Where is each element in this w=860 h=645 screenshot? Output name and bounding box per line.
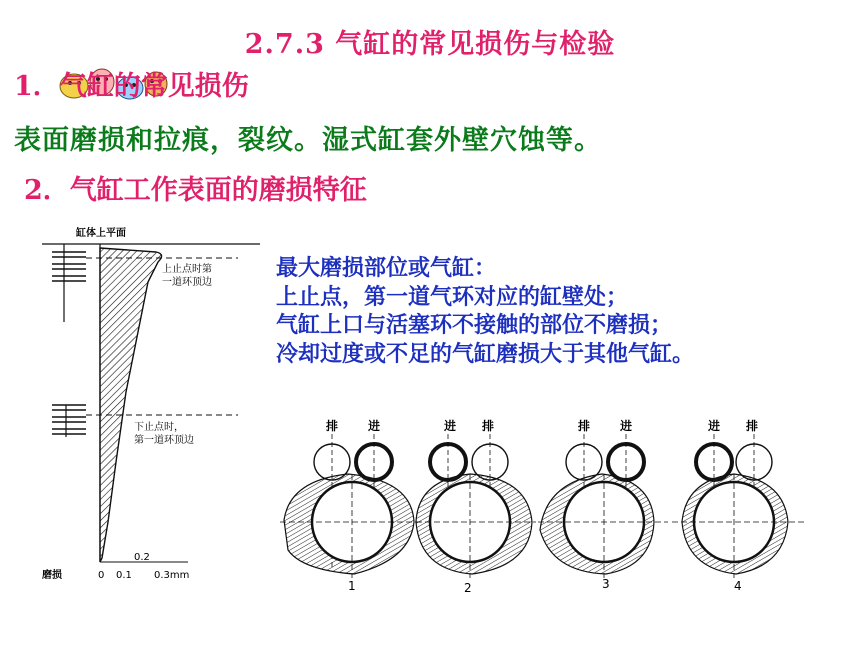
cylinder-2 [416, 418, 536, 595]
cylinder-3 [538, 418, 668, 591]
cyl3-valve-right-label: 进 [620, 419, 633, 433]
tick-0: 0 [98, 570, 105, 581]
cyl4-number: 4 [734, 579, 742, 593]
wear-notes [276, 254, 694, 368]
cyl2-number: 2 [464, 581, 472, 595]
cyl3-valve-left-label: 排 [578, 419, 591, 433]
note-line-4: 冷却过度或不足的气缸磨损大于其他气缸。 [276, 340, 695, 367]
bdc-label-line2: 第一道环顶边 [134, 435, 194, 446]
section2-heading: 2．气缸工作表面的磨损特征 [24, 175, 367, 206]
tdc-label-line1: 上止点时第 [162, 264, 212, 275]
slide-title: 2.7.3 气缸的常见损伤与检验 [244, 29, 616, 60]
wear-profile-area [100, 248, 162, 562]
tdc-label-line2: 一道环顶边 [162, 277, 212, 288]
cylinder-1 [280, 418, 424, 593]
cyl1-number: 1 [348, 579, 356, 593]
note-line-2: 上止点，第一道气环对应的缸壁处； [276, 283, 629, 310]
bdc-label-line1: 下止点时， [134, 422, 184, 433]
note-line-1: 最大磨损部位或气缸： [276, 255, 497, 281]
cylinder-4 [672, 418, 806, 593]
cyl1-valve-left-label: 排 [326, 419, 339, 433]
cylinder-top-label: 缸体上平面 [76, 228, 126, 239]
cyl2-valve-right-label: 排 [482, 419, 495, 433]
wear-profile-diagram [38, 222, 262, 590]
tick-upper-label: 0.2 [134, 552, 150, 563]
cyl4-valve-right-label: 排 [746, 419, 759, 433]
note-line-3: 气缸上口与活塞环不接触的部位不磨损； [276, 312, 673, 338]
section1-heading: 1．气缸的常见损伤 [14, 71, 249, 102]
cyl1-valve-right-label: 进 [368, 419, 381, 433]
wear-axis-label: 磨损 [42, 570, 62, 581]
tick-0-1: 0.1 [116, 570, 132, 581]
cyl4-valve-left-label: 进 [708, 419, 721, 433]
cylinder-wear-patterns [276, 410, 816, 600]
section1-body: 表面磨损和拉痕，裂纹。湿式缸套外壁穴蚀等。 [14, 125, 602, 156]
tick-0-3: 0.3mm [154, 570, 190, 581]
cyl3-number: 3 [602, 577, 610, 591]
cyl2-valve-left-label: 进 [444, 419, 457, 433]
